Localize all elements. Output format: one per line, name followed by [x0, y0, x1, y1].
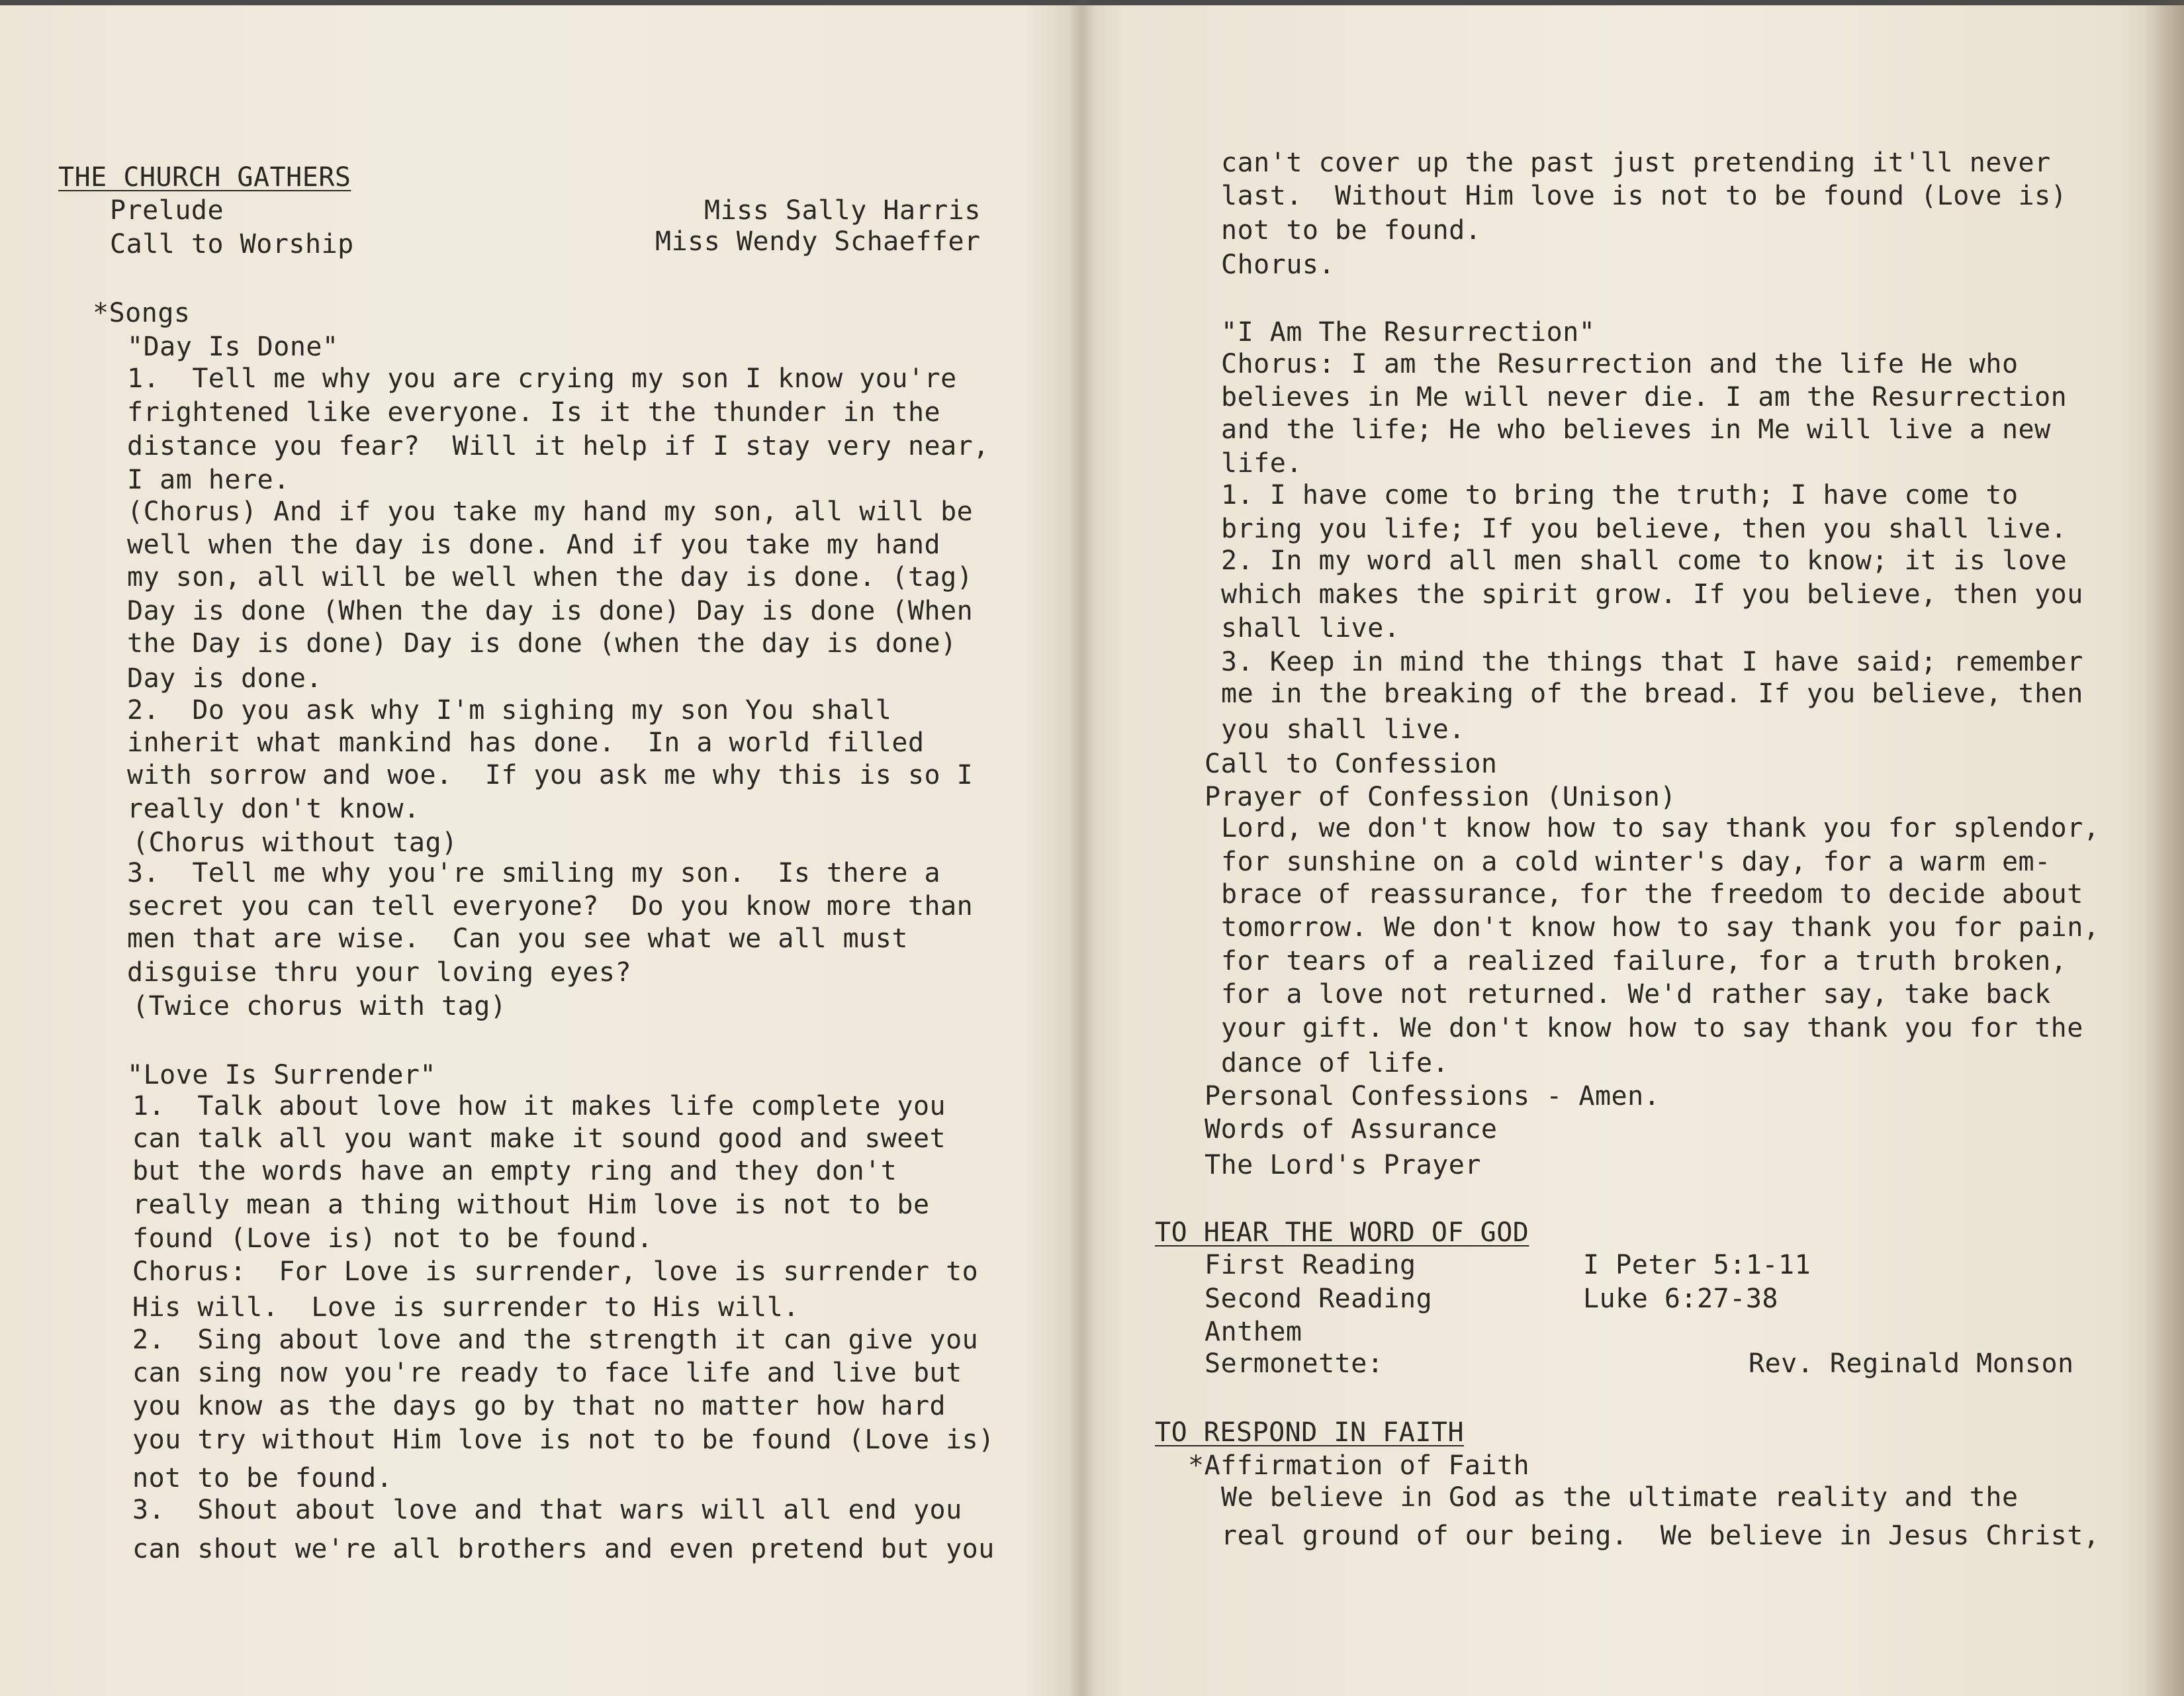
lyric-line: but the words have an empty ring and they don't — [132, 1156, 897, 1186]
lyric-line: shall live. — [1221, 613, 1400, 643]
lyric-line: 3. Tell me why you're smiling my son. Is there a — [127, 858, 941, 888]
song-title-day-is-done: "Day Is Done" — [127, 332, 339, 362]
affirmation-line: We believe in God as the ultimate reality and the — [1221, 1482, 2019, 1513]
lyric-line: can't cover up the past just pretending it'll never — [1221, 148, 2051, 178]
words-of-assurance: Words of Assurance — [1205, 1114, 1498, 1145]
right-page — [1092, 0, 2151, 1696]
lyric-line: which makes the spirit grow. If you believe, then you — [1221, 579, 2083, 610]
lyric-line: really don't know. — [127, 794, 420, 824]
lyric-line: you try without Him love is not to be found (Love is) — [132, 1425, 995, 1455]
second-reading-label: Second Reading — [1205, 1284, 1433, 1314]
lyric-line: distance you fear? Will it help if I stay very near, — [127, 431, 989, 461]
lyric-line: Day is done (When the day is done) Day is done (When — [127, 596, 974, 626]
lyric-line: not to be found. — [132, 1463, 393, 1493]
prayer-line: tomorrow. We don't know how to say thank you for pain, — [1221, 912, 2100, 943]
lyric-line: secret you can tell everyone? Do you know more than — [127, 891, 974, 921]
anthem: Anthem — [1205, 1317, 1302, 1347]
sermonette-person: Rev. Reginald Monson — [1749, 1348, 2074, 1379]
section-heading-respond-in-faith: TO RESPOND IN FAITH — [1155, 1417, 1465, 1448]
call-to-worship-label: Call to Worship — [110, 229, 354, 259]
lyric-line: can shout we're all brothers and even pretend but you — [132, 1534, 995, 1564]
prayer-line: dance of life. — [1221, 1048, 1449, 1078]
lyric-line: believes in Me will never die. I am the Resurrection — [1221, 382, 2068, 412]
songs-heading: *Songs — [93, 298, 191, 328]
lyric-line: really mean a thing without Him love is not to be — [132, 1190, 930, 1220]
lyric-line: Day is done. — [127, 663, 322, 694]
lyric-line: 3. Shout about love and that wars will all end you — [132, 1495, 962, 1525]
prayer-line: brace of reassurance, for the freedom to decide about — [1221, 879, 2083, 910]
lyric-line: (Twice chorus with tag) — [132, 991, 507, 1021]
lyric-line: not to be found. — [1221, 215, 1482, 246]
song-title-love-is-surrender: "Love Is Surrender" — [127, 1060, 437, 1090]
lyric-line: well when the day is done. And if you take my hand — [127, 530, 941, 560]
personal-confessions: Personal Confessions - Amen. — [1205, 1081, 1661, 1111]
lyric-line: frightened like everyone. Is it the thunder in the — [127, 397, 941, 428]
lyric-line: bring you life; If you believe, then you shall live. — [1221, 514, 2068, 544]
lyric-line: life. — [1221, 448, 1302, 479]
lyric-line: can talk all you want make it sound good and sweet — [132, 1123, 946, 1154]
affirmation-heading: *Affirmation of Faith — [1188, 1450, 1530, 1481]
lyric-line: with sorrow and woe. If you ask me why this is so I — [127, 760, 974, 790]
lyric-line: I am here. — [127, 465, 290, 495]
prelude-person: Miss Sally Harris — [704, 195, 981, 226]
prayer-of-confession-heading: Prayer of Confession (Unison) — [1205, 782, 1676, 812]
first-reading-ref: I Peter 5:1-11 — [1583, 1250, 1811, 1280]
lyric-line: Chorus. — [1221, 250, 1336, 280]
lyric-line: the Day is done) Day is done (when the day is done) — [127, 628, 957, 659]
call-to-confession: Call to Confession — [1205, 749, 1498, 779]
call-to-worship-person: Miss Wendy Schaeffer — [655, 226, 981, 257]
lyric-line: His will. Love is surrender to His will. — [132, 1292, 799, 1323]
sermonette-label: Sermonette: — [1205, 1348, 1384, 1379]
second-reading-ref: Luke 6:27-38 — [1583, 1284, 1778, 1314]
affirmation-line: real ground of our being. We believe in Jesus Christ, — [1221, 1521, 2100, 1551]
lyric-line: and the life; He who believes in Me will live a new — [1221, 414, 2051, 445]
lyric-line: (Chorus) And if you take my hand my son, all will be — [127, 496, 974, 527]
prayer-line: for tears of a realized failure, for a truth broken, — [1221, 946, 2068, 976]
section-heading-hear-the-word: TO HEAR THE WORD OF GOD — [1155, 1217, 1529, 1248]
lyric-line: last. Without Him love is not to be found (Love is) — [1221, 181, 2068, 211]
lyric-line: 3. Keep in mind the things that I have said; remember — [1221, 647, 2083, 677]
lyric-line: 1. I have come to bring the truth; I have come to — [1221, 480, 2019, 510]
lyric-line: Chorus: I am the Resurrection and the life He who — [1221, 349, 2019, 379]
prelude-label: Prelude — [110, 195, 224, 226]
prayer-line: for a love not returned. We'd rather say, take back — [1221, 979, 2051, 1010]
lyric-line: (Chorus without tag) — [132, 827, 458, 858]
lyric-line: 2. Do you ask why I'm sighing my son You shall — [127, 695, 892, 726]
lyric-line: inherit what mankind has done. In a world filled — [127, 728, 925, 758]
first-reading-label: First Reading — [1205, 1250, 1416, 1280]
left-page — [0, 0, 1085, 1696]
lyric-line: men that are wise. Can you see what we all must — [127, 923, 908, 954]
prayer-line: your gift. We don't know how to say thank you for the — [1221, 1013, 2083, 1043]
section-heading-church-gathers: THE CHURCH GATHERS — [58, 162, 351, 193]
prayer-line: for sunshine on a cold winter's day, for a warm em- — [1221, 847, 2051, 877]
song-title-i-am-the-resurrection: "I Am The Resurrection" — [1221, 317, 1596, 348]
prayer-line: Lord, we don't know how to say thank you for splendor, — [1221, 813, 2100, 843]
lyric-line: 1. Tell me why you are crying my son I know you're — [127, 363, 957, 394]
lyric-line: 1. Talk about love how it makes life complete you — [132, 1091, 946, 1121]
lyric-line: my son, all will be well when the day is done. (tag) — [127, 562, 974, 592]
lyric-line: 2. Sing about love and the strength it can give you — [132, 1325, 979, 1355]
lyric-line: disguise thru your loving eyes? — [127, 957, 632, 988]
lyric-line: can sing now you're ready to face life and live but — [132, 1358, 962, 1388]
lyric-line: me in the breaking of the bread. If you believe, then — [1221, 679, 2083, 709]
lords-prayer: The Lord's Prayer — [1205, 1150, 1481, 1180]
lyric-line: found (Love is) not to be found. — [132, 1223, 653, 1254]
lyric-line: you know as the days go by that no matter how hard — [132, 1391, 946, 1421]
lyric-line: 2. In my word all men shall come to know; it is love — [1221, 545, 2068, 576]
lyric-line: you shall live. — [1221, 714, 1465, 745]
lyric-line: Chorus: For Love is surrender, love is surrender to — [132, 1256, 979, 1287]
